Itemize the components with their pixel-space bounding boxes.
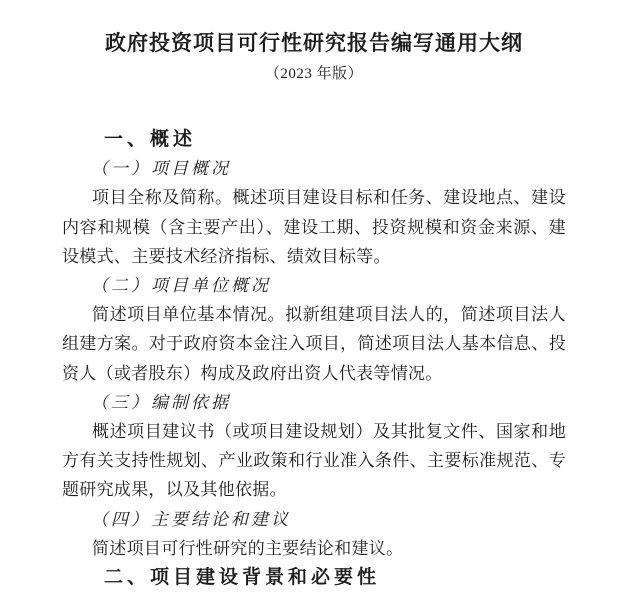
paragraph: 概述项目建议书（或项目建设规划）及其批复文件、国家和地方有关支持性规划、产业政策和行业准入条件、主要标准规范、专题研究成果，以及其他依据。 — [62, 422, 566, 500]
chapter-heading: 一、概述 — [104, 129, 197, 150]
sub-heading: （三）编制依据 — [91, 392, 231, 412]
sub-heading: （四）主要结论和建议 — [91, 509, 291, 529]
sub-heading: （一）项目概况 — [91, 159, 231, 179]
sub-heading: （二）项目单位概况 — [91, 276, 271, 296]
document-body — [62, 125, 566, 592]
document-title: 政府投资项目可行性研究报告编写通用大纲 — [105, 31, 523, 55]
paragraph: 简述项目单位基本情况。拟新组建项目法人的，简述项目法人组建方案。对于政府资本金注入项目，简述项目法人基本信息、投资人（或者股东）构成及政府出资人代表等情况。 — [62, 305, 566, 383]
paragraph: 项目全称及简称。概述项目建设目标和任务、建设地点、建设内容和规模（含主要产出）、建设工期、投资规模和资金来源、建设模式、主要技术经济指标、绩效目标等。 — [62, 188, 566, 266]
chapter-heading: 二、项目建设背景和必要性 — [104, 567, 381, 589]
document-subtitle: （2023 年版） — [264, 66, 364, 82]
paragraph: 简述项目可行性研究的主要结论和建议。 — [92, 538, 404, 558]
